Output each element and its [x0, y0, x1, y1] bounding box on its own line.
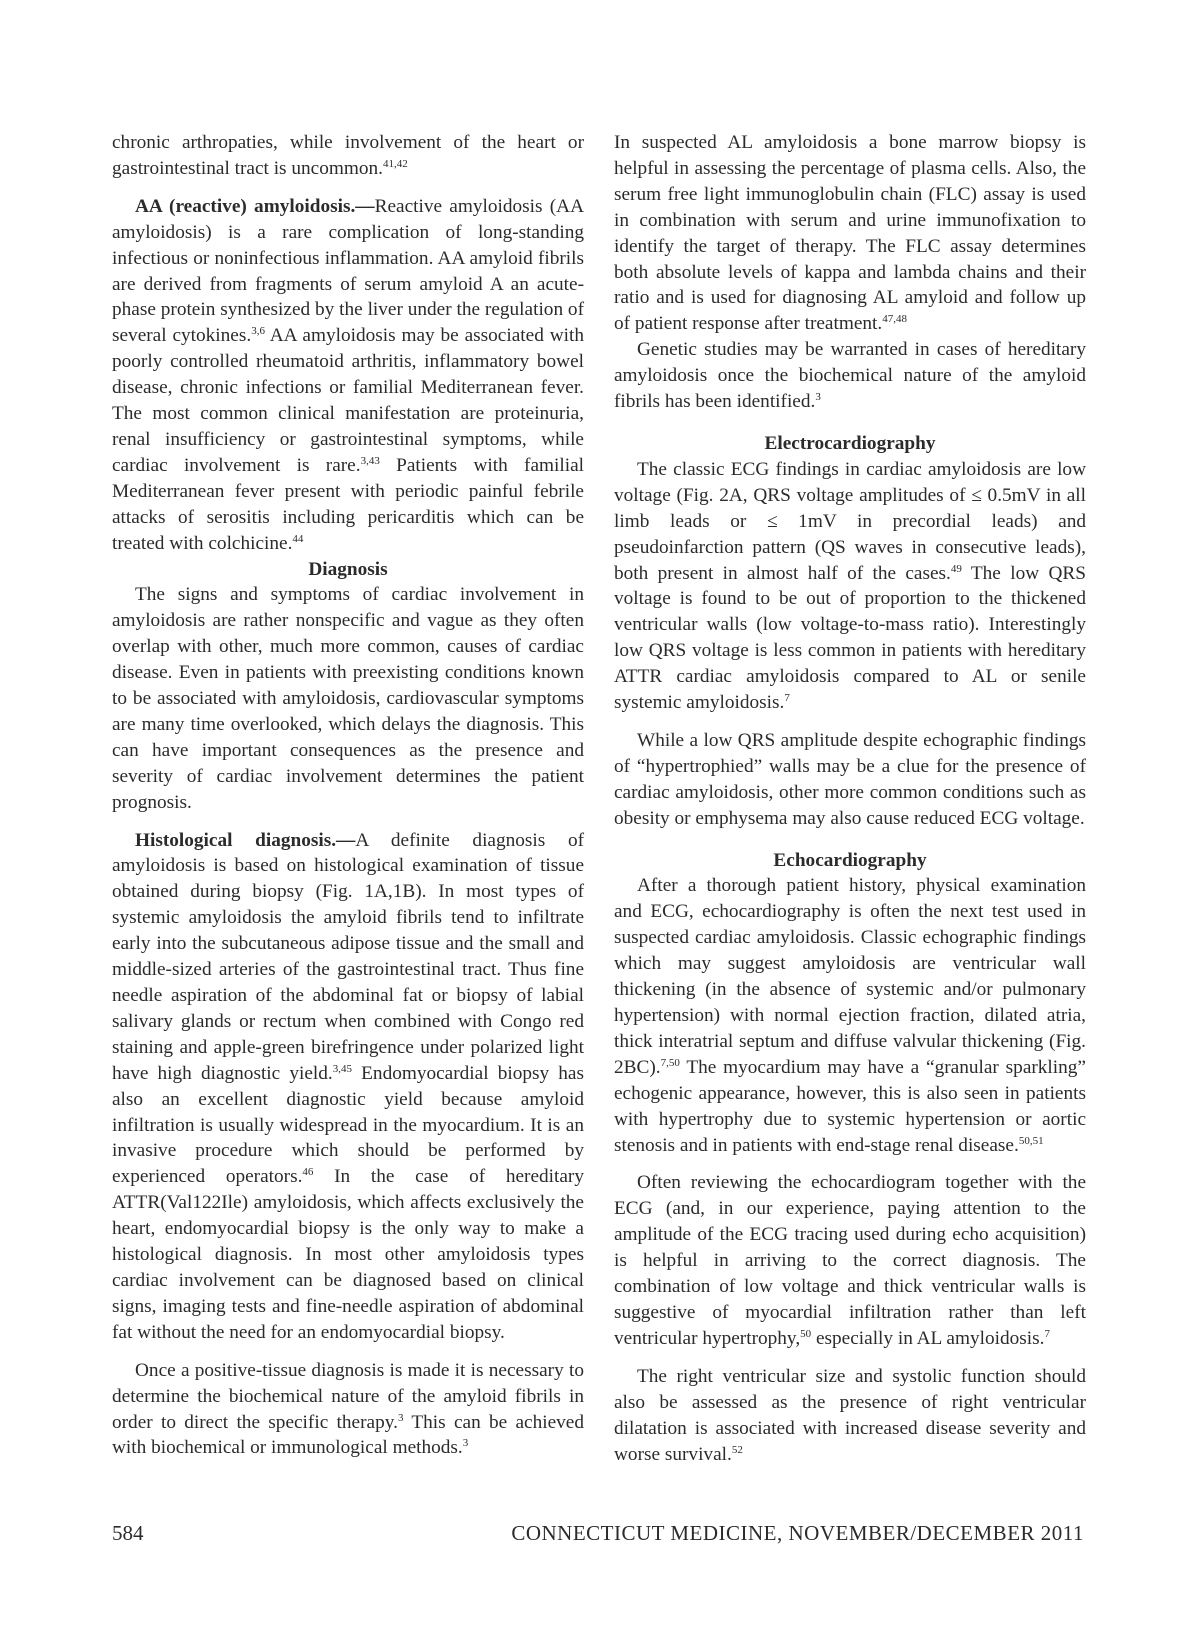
right-column [614, 130, 1086, 1467]
paragraph-low-qrs: While a low QRS amplitude despite echographic findings of “hypertrophied” walls may be a clue for the presence of cardiac amyloidosis, other more common conditions such as obesity or emphysema may also cause reduced ECG voltage. [614, 729, 1086, 829]
journal-title: CONNECTICUT MEDICINE, NOVEMBER/DECEMBER 2011 [511, 1521, 1084, 1545]
run-in-heading-histological: Histological diagnosis.— [135, 829, 356, 851]
run-in-heading-aa: AA (reactive) amyloidosis.— [135, 195, 375, 217]
citation: 7 [784, 692, 790, 705]
citation: 50 [800, 1327, 812, 1340]
section-heading-echocardiography: Echocardiography [773, 849, 927, 871]
page-footer [112, 1521, 1084, 1546]
citation: 3 [815, 391, 821, 404]
citation: 46 [302, 1166, 314, 1179]
left-column [112, 130, 584, 1461]
citation: 50,51 [1018, 1134, 1044, 1147]
paragraph-echo-findings: After a thorough patient history, physical examination and ECG, echocardiography is often the next test used in suspected cardiac amyloidosis. Classic echographic findings which may suggest amyloidosis are ventricular wall thickening (in the absence of systemic and/or pulmonary hypertension) with normal ejection fraction, dilated atria, thick interatrial septum and diffuse valvular thickening (Fig. 2BC).$^{7,50}$ The myocardium may have a “granular sparkling” echogenic appearance, however, this is also seen in patients with hypertrophy due to systemic hypertension or aortic stenosis and in patients with end-stage renal disease.$^{50,51}$ [614, 875, 1086, 1156]
paragraph-ecg-findings: The classic ECG findings in cardiac amyloidosis are low voltage (Fig. 2A, QRS voltage amplitudes of ≤ 0.5mV in all limb leads or ≤ 1mV in precordial leads) and pseudoinfarction pattern (QS waves in consecutive leads), both present in almost half of the cases.$^{49}$ The low QRS voltage is found to be out of proportion to the thickened ventricular walls (low voltage-to-mass ratio). Interestingly low QRS voltage is less common in patients with hereditary ATTR cardiac amyloidosis compared to AL or senile systemic amyloidosis.$^7$ [614, 458, 1086, 714]
paragraph-diagnosis: The signs and symptoms of cardiac involvement in amyloidosis are rather nonspecific and vague as they often overlap with other, much more common, causes of cardiac disease. Even in patients with preexisting conditions known to be associated with amyloidosis, cardiovascular symptoms are many time overlooked, which delays the diagnosis. This can have important consequences as the presence and severity of cardiac involvement determines the patient prognosis. [112, 584, 584, 813]
citation: 52 [731, 1443, 743, 1456]
citation: 7,50 [660, 1056, 680, 1069]
paragraph-right-ventricular: The right ventricular size and systolic function should also be assessed as the presence of right ventricular dilatation is associated with increased disease severity and worse survival.$^{52}$ [614, 1365, 1086, 1465]
citation: 3,43 [360, 454, 380, 467]
citation: 3 [462, 1437, 469, 1450]
section-heading-diagnosis: Diagnosis [308, 558, 388, 580]
citation: 3 [397, 1411, 404, 1424]
paragraph-bone-marrow: In suspected AL amyloidosis a bone marrow biopsy is helpful in assessing the percentage of plasma cells. Also, the serum free light immunoglobulin chain (FLC) assay is used in combination with serum and urine immunofixation to identify the target of therapy. The FLC assay determines both absolute levels of kappa and lambda chains and their ratio and is used for diagnosing AL amyloid and follow up of patient response after treatment.$^{47,48}$ [614, 132, 1086, 335]
citation: 47,48 [882, 313, 907, 326]
paragraph-arthropaties: chronic arthropaties, while involvement of the heart or gastrointestinal tract is uncommon.$^{41,42}$ [112, 132, 584, 179]
citation: 49 [950, 562, 962, 575]
citation: 7 [1044, 1327, 1050, 1340]
citation: 3,45 [332, 1062, 352, 1075]
page-number: 584 [112, 1521, 144, 1545]
paragraph-genetic-studies: Genetic studies may be warranted in cases of hereditary amyloidosis once the biochemical nature of the amyloid fibrils has been identified.$^3$ [614, 339, 1086, 413]
paragraph-histological-diagnosis: Histological diagnosis.—A definite diagnosis of amyloidosis is based on histological examination of tissue obtained during biopsy (Fig. 1A,1B). In most types of systemic amyloidosis the amyloid fibrils tend to infiltrate early into the subcutaneous adipose tissue and the small and middle-sized arteries of the gastrointestinal tract. Thus fine needle aspiration of the abdominal fat or biopsy of labial salivary glands or rectum when combined with Congo red staining and apple-green birefringence under polarized light have high diagnostic yield.$^{3,45}$ Endomyocardial biopsy has also an excellent diagnostic yield because amyloid infiltration is usually widespread in the myocardium. It is an invasive procedure which should be performed by experienced operators.$^{46}$ In the case of hereditary ATTR(Val122Ile) amyloidosis, which affects exclusively the heart, endomyocardial biopsy is the only way to make a histological diagnosis. In most other amyloidosis types cardiac involvement can be diagnosed based on clinical signs, imaging tests and fine-needle aspiration of abdominal fat without the need for an endomyocardial biopsy. [112, 829, 584, 1343]
citation: 41,42 [382, 157, 408, 170]
citation: 44 [292, 532, 304, 545]
citation: 3,6 [251, 325, 265, 338]
paragraph-echo-ecg-review: Often reviewing the echocardiogram together with the ECG (and, in our experience, paying attention to the amplitude of the ECG tracing used during echo acquisition) is helpful in arriving to the correct diagnosis. The combination of low voltage and thick ventricular walls is suggestive of myocardial infiltration rather than left ventricular hypertrophy,$^{50}$ especially in AL amyloidosis.$^7$ [614, 1172, 1086, 1349]
paragraph-positive-tissue: Once a positive-tissue diagnosis is made it is necessary to determine the biochemical nature of the amyloid fibrils in order to direct the specific therapy.$^3$ This can be achieved with biochemical or immunological methods.$^3$ [112, 1359, 585, 1459]
section-heading-electrocardiography: Electrocardiography [764, 432, 936, 454]
paragraph-aa-amyloidosis: AA (reactive) amyloidosis.—Reactive amyloidosis (AA amyloidosis) is a rare complication of long-standing infectious or noninfectious inflammation. AA amyloid fibrils are derived from fragments of serum amyloid A an acute-phase protein synthesized by the liver under the regulation of several cytokines.$^{3,6}$ AA amyloidosis may be associated with poorly controlled rheumatoid arthritis, inflammatory bowel disease, chronic infections or familial Mediterranean fever. The most common clinical manifestation are proteinuria, renal insufficiency or gastrointestinal symptoms, while cardiac involvement is rare.$^{3,43}$ Patients with familial Mediterranean fever present with periodic painful febrile attacks of serositis including pericarditis which can be treated with colchicine.$^{44}$ [112, 195, 584, 554]
